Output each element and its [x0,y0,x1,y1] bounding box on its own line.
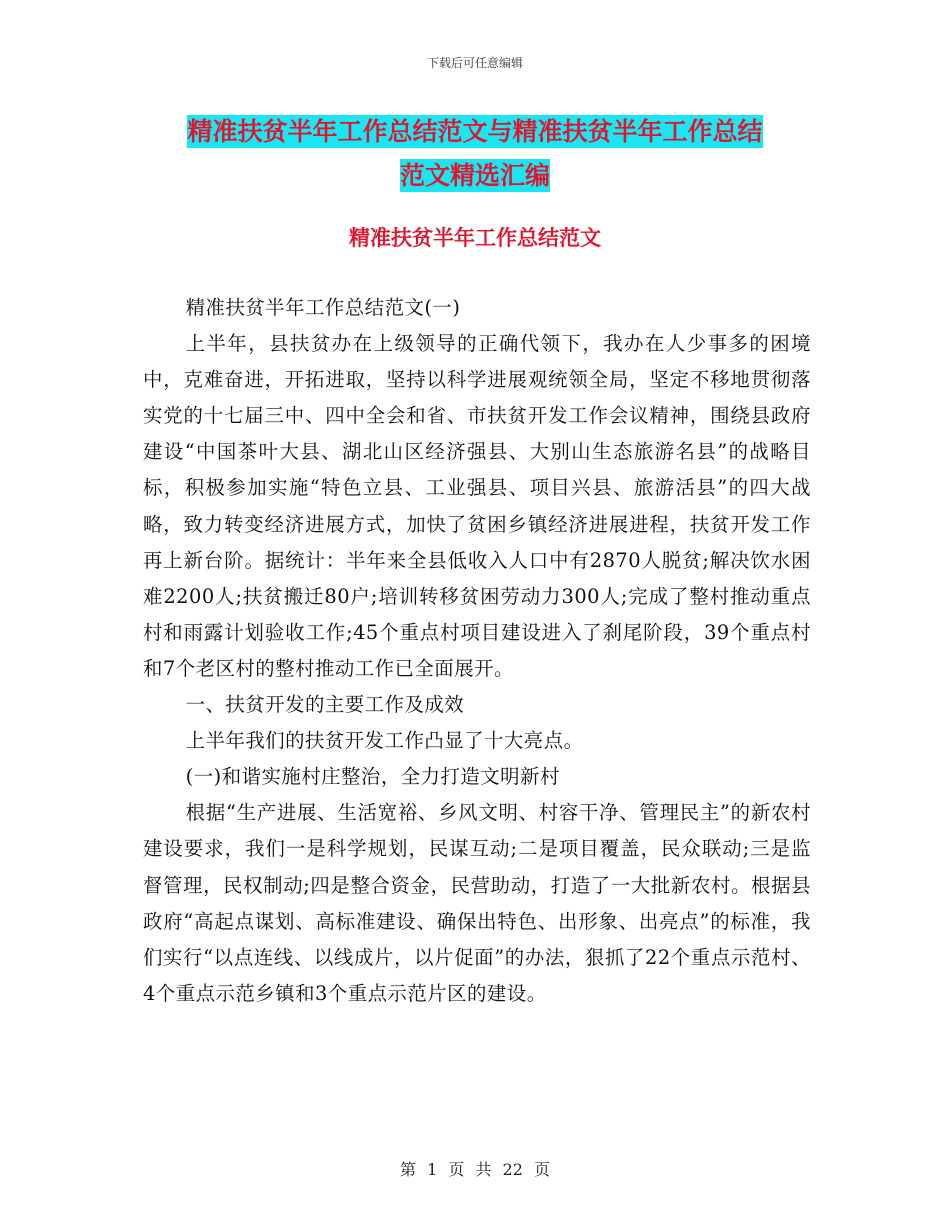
title-line-2: 范文精选汇编 [399,161,550,190]
section-one-heading: 一、扶贫开发的主要工作及成效 [185,693,465,717]
intro-paragraph: 上半年，县扶贫办在上级领导的正确代领下，我办在人少事多的困境中，克难奋进，开拓进取，坚持以科学进展观统领全局，坚定不移地贯彻落实党的十七届三中、四中全会和省、市扶贫开发工作会议精神，围绕县政府建设“中国茶叶大县、湖北山区经济强县、大别山生态旅游名县”的战略目标，积极参加实施“特色立县、工业强县、项目兴县、旅游活县”的四大战略，致力转变经济进展方式，加快了贫困乡镇经济进展进程，扶贫开发工作再上新台阶。据统计：半年来全县低收入人口中有2870人脱贫;解决饮水困难2200人;扶贫搬迁80户;培训转移贫困劳动力300人;完成了整村推动重点村和雨露计划验收工作;45个重点村项目建设进入了刹尾阶段，39个重点村和7个老区村的整村推动工作已全面展开。 [143,332,811,680]
document-title [140,110,810,198]
header-note: 下载后可任意编辑 [426,56,523,70]
village-paragraph: 根据“生产进展、生活宽裕、乡风文明、村容干净、管理民主”的新农村建设要求，我们一是科学规划，民谋互动;二是项目覆盖，民众联动;三是监督管理，民权制动;四是整合资金，民营助动，打造了一大批新农村。根据县政府“高起点谋划、高标准建设、确保出特色、出形象、出亮点”的标准，我们实行“以点连线、以线成片，以片促面”的办法，狠抓了22个重点示范村、4个重点示范乡镇和3个重点示范片区的建设。 [143,801,811,1005]
document-body [143,290,811,1012]
page-footer: 第 1 页 共 22 页 [400,1160,550,1179]
title-line-1: 精准扶贫半年工作总结范文与精准扶贫半年工作总结 [187,117,763,146]
highlights-paragraph: 上半年我们的扶贫开发工作凸显了十大亮点。 [185,729,584,753]
section-heading: 精准扶贫半年工作总结范文 [349,226,601,250]
subtitle-paragraph: 精准扶贫半年工作总结范文(一) [185,296,461,319]
subsection-one-heading: (一)和谐实施村庄整治，全力打造文明新村 [185,765,560,789]
